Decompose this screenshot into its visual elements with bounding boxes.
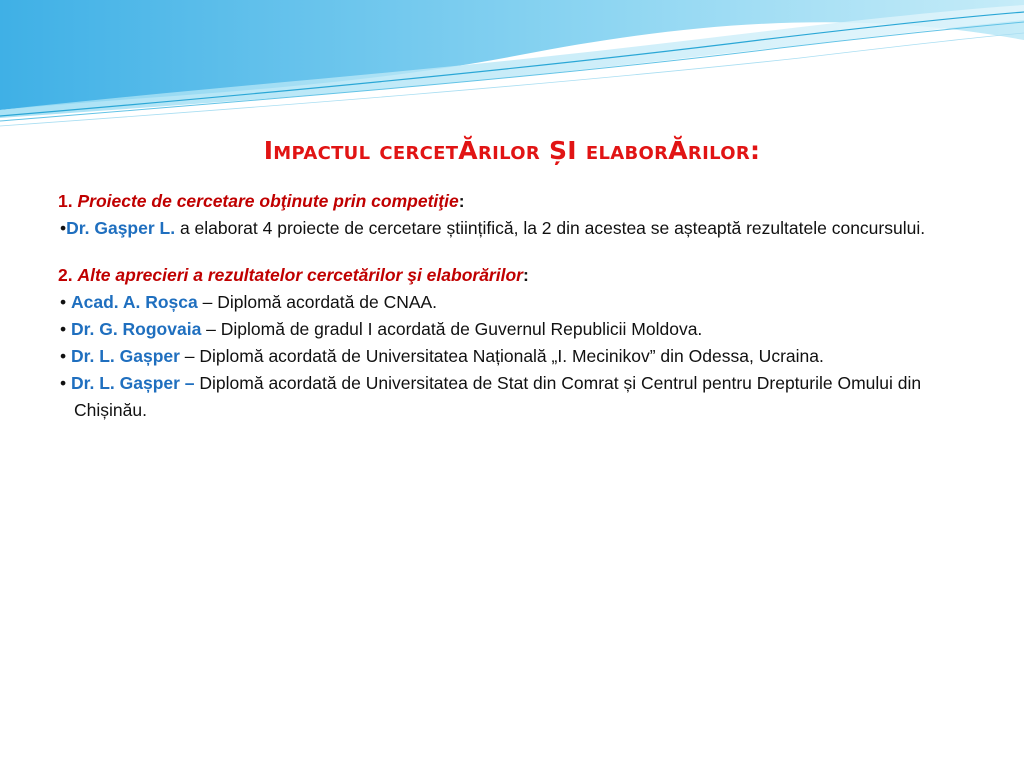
section-colon: : — [458, 191, 465, 211]
item-text: – Diplomă acordată de CNAA. — [197, 292, 438, 312]
section-heading-2 — [58, 262, 988, 289]
bullet: • — [60, 319, 71, 339]
list-item — [58, 289, 988, 316]
slide-title: Impactul cercetĂrilor ȘI elaborĂrilor: — [263, 136, 761, 165]
person-name: Dr. L. Gașper – — [71, 373, 195, 393]
section-colon: : — [522, 265, 529, 285]
section-number: 2. — [58, 265, 73, 285]
section-heading-1 — [58, 188, 988, 215]
item-text: – Diplomă acordată de Universitatea Națională „I. Mecinikov” din Odessa, Ucraina. — [179, 346, 824, 366]
bullet: • — [60, 218, 67, 238]
list-item — [58, 370, 988, 424]
list-item — [58, 343, 988, 370]
item-text: – Diplomă de gradul I acordată de Guvernul Republicii Moldova. — [201, 319, 703, 339]
list-item — [58, 316, 988, 343]
person-name: Dr. G. Rogovaia — [71, 319, 202, 339]
bullet: • — [60, 346, 71, 366]
section-title: Alte aprecieri a rezultatelor cercetărilor şi elaborărilor — [77, 265, 523, 285]
item-text: Diplomă acordată de Universitatea de Stat din Comrat și Centrul pentru Drepturile Omului din Chișinău. — [74, 373, 922, 420]
person-name: Dr. L. Gașper — [71, 346, 180, 366]
bullet: • — [60, 373, 71, 393]
bullet: • — [60, 292, 71, 312]
section-title: Proiecte de cercetare obţinute prin competiţie — [77, 191, 459, 211]
person-name: Acad. A. Roșca — [71, 292, 198, 312]
content-body — [58, 188, 988, 424]
section-number: 1. — [58, 191, 73, 211]
person-name: Dr. Gaşper L. — [66, 218, 176, 238]
header-wave-decoration — [0, 0, 1024, 130]
list-item — [58, 215, 988, 242]
item-text: a elaborat 4 proiecte de cercetare științifică, la 2 din acestea se așteaptă rezultatele concursului. — [175, 218, 926, 238]
